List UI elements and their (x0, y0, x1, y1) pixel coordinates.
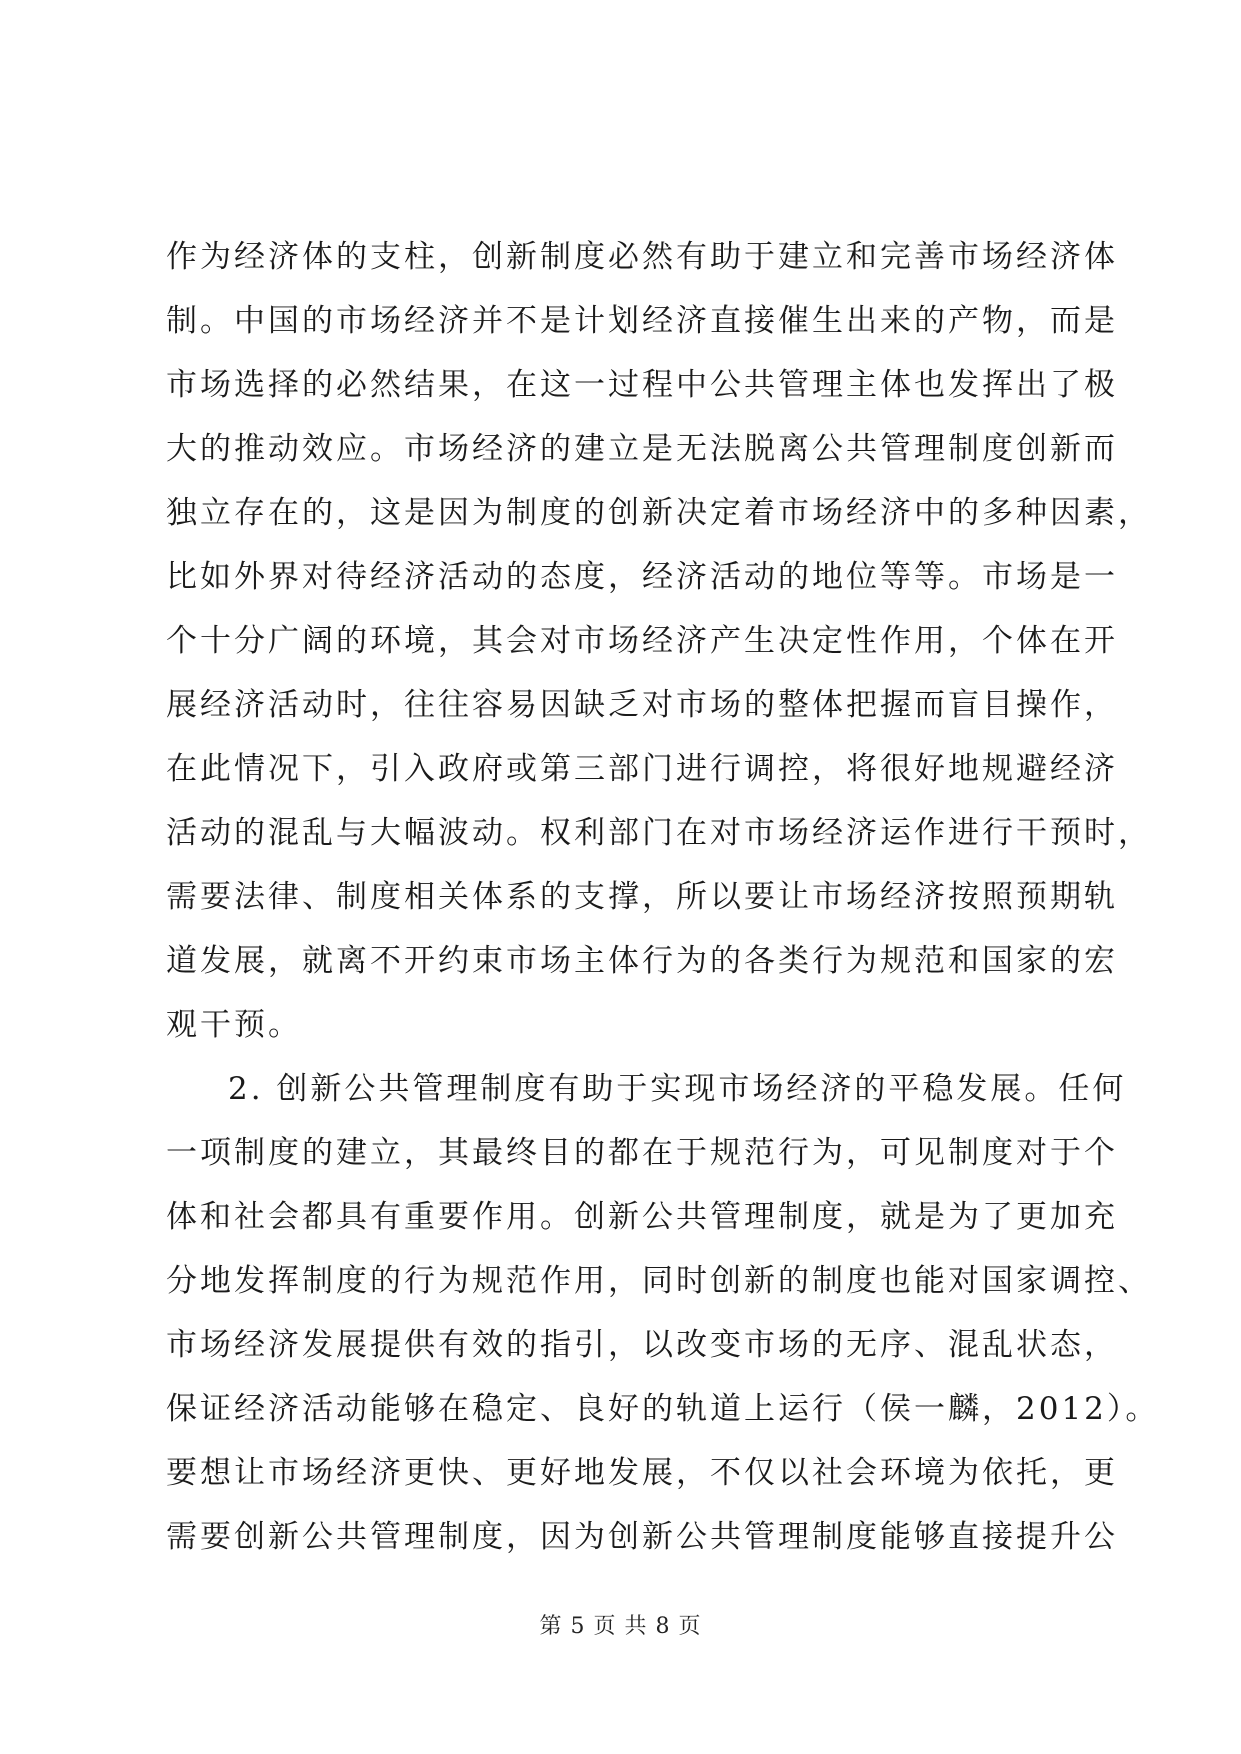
text-line: 一项制度的建立，其最终目的都在于规范行为，可见制度对于个 (166, 1135, 1118, 1171)
text-line: 分地发挥制度的行为规范作用，同时创新的制度也能对国家调控、 (166, 1263, 1152, 1299)
paragraph-start-line: 2. 创新公共管理制度有助于实现市场经济的平稳发展。任何 (228, 1071, 1127, 1107)
text-line: 道发展，就离不开约束市场主体行为的各类行为规范和国家的宏 (166, 943, 1118, 979)
body-text (166, 225, 1160, 1569)
text-line: 需要创新公共管理制度，因为创新公共管理制度能够直接提升公 (166, 1519, 1118, 1555)
text-line: 市场经济发展提供有效的指引，以改变市场的无序、混乱状态， (166, 1327, 1118, 1363)
text-line: 比如外界对待经济活动的态度，经济活动的地位等等。市场是一 (166, 559, 1118, 595)
text-line: 保证经济活动能够在稳定、良好的轨道上运行（侯一麟，2012）。 (166, 1391, 1160, 1427)
text-line: 在此情况下，引入政府或第三部门进行调控，将很好地规避经济 (166, 751, 1118, 787)
text-line: 大的推动效应。市场经济的建立是无法脱离公共管理制度创新而 (166, 431, 1118, 467)
text-line: 个十分广阔的环境，其会对市场经济产生决定性作用，个体在开 (166, 623, 1118, 659)
text-line: 活动的混乱与大幅波动。权利部门在对市场经济运作进行干预时， (166, 815, 1152, 851)
text-line: 作为经济体的支柱，创新制度必然有助于建立和完善市场经济体 (166, 239, 1118, 275)
page-footer: 第 5 页 共 8 页 (539, 1614, 702, 1639)
text-line: 体和社会都具有重要作用。创新公共管理制度，就是为了更加充 (166, 1199, 1118, 1235)
text-line: 观干预。 (166, 1007, 302, 1043)
text-line: 制。中国的市场经济并不是计划经济直接催生出来的产物，而是 (166, 303, 1118, 339)
text-line: 独立存在的，这是因为制度的创新决定着市场经济中的多种因素， (166, 495, 1152, 531)
text-line: 需要法律、制度相关体系的支撑，所以要让市场经济按照预期轨 (166, 879, 1118, 915)
text-line: 要想让市场经济更快、更好地发展，不仅以社会环境为依托，更 (166, 1455, 1118, 1491)
text-line: 市场选择的必然结果，在这一过程中公共管理主体也发挥出了极 (166, 367, 1118, 403)
text-line: 展经济活动时，往往容易因缺乏对市场的整体把握而盲目操作， (166, 687, 1118, 723)
